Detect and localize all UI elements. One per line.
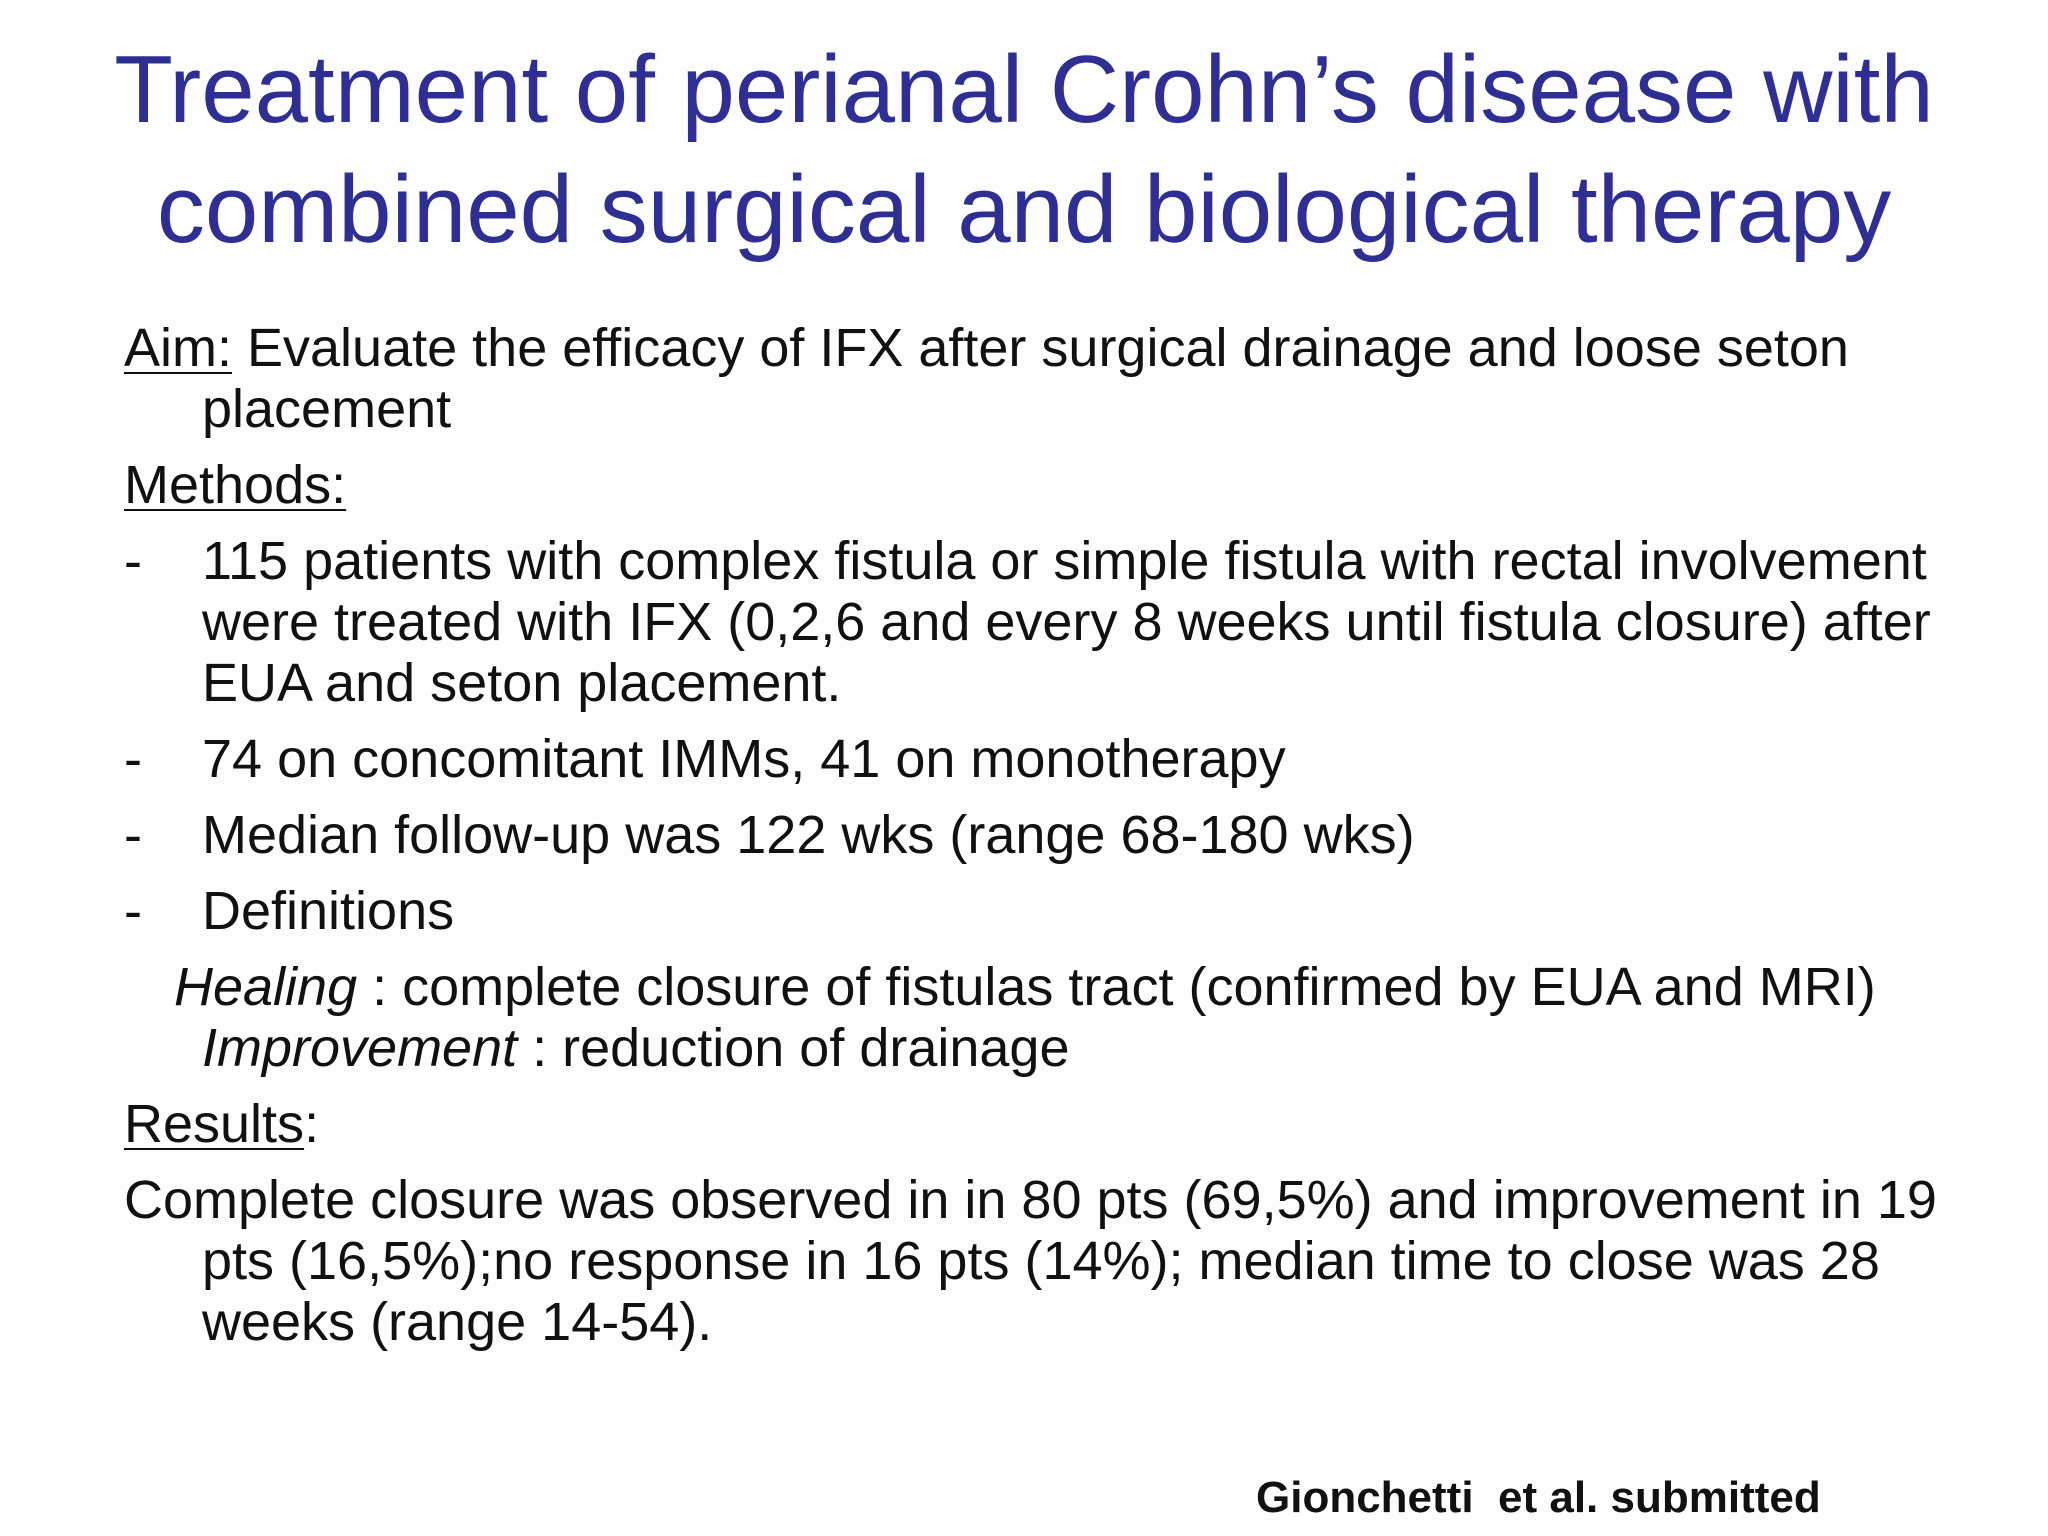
slide-body (124, 318, 1984, 1353)
definition-healing (124, 957, 1984, 1018)
citation: Gionchetti et al. submitted (1256, 1473, 1821, 1522)
aim-label: Aim: (124, 318, 232, 378)
slide-title (0, 30, 2048, 270)
healing-text: : complete closure of fistulas tract (confirmed by EUA and MRI) (357, 957, 1876, 1017)
healing-term: Healing (174, 957, 358, 1017)
bullet-marker: - (124, 805, 142, 865)
bullet-marker: - (124, 729, 142, 789)
bullet-marker: - (124, 881, 142, 941)
methods-bullet-2: - 74 on concomitant IMMs, 41 on monotherapy (124, 729, 1286, 789)
improvement-term: Improvement (202, 1018, 518, 1078)
methods-bullet-4: - Definitions (124, 881, 455, 941)
methods-bullet-1: - 115 patients with complex fistula or simple fistula with rectal involvement were treated with IFX (0,2,6 and every 8 weeks until fistula closure) after EUA and seton placement. (124, 531, 1931, 713)
slide-title-line-2: combined surgical and biological therapy (156, 156, 1892, 263)
aim-paragraph (124, 318, 1984, 440)
definition-improvement (124, 1018, 1984, 1079)
results-label: Results: (124, 1094, 320, 1154)
results-text: Complete closure was observed in in 80 pts (69,5%) and improvement in 19 pts (16,5%);no response in 16 pts (14%); median time to close was 28 weeks (range 14-54). (124, 1170, 1937, 1352)
aim-text: Evaluate the efficacy of IFX after surgical drainage and loose seton placement (202, 318, 1849, 439)
slide-title-line-1: Treatment of perianal Crohn’s disease with (114, 36, 1934, 143)
methods-bullet-3: - Median follow-up was 122 wks (range 68-180 wks) (124, 805, 1415, 865)
methods-label: Methods: (124, 455, 347, 515)
improvement-text: : reduction of drainage (517, 1018, 1070, 1078)
bullet-marker: - (124, 531, 142, 591)
